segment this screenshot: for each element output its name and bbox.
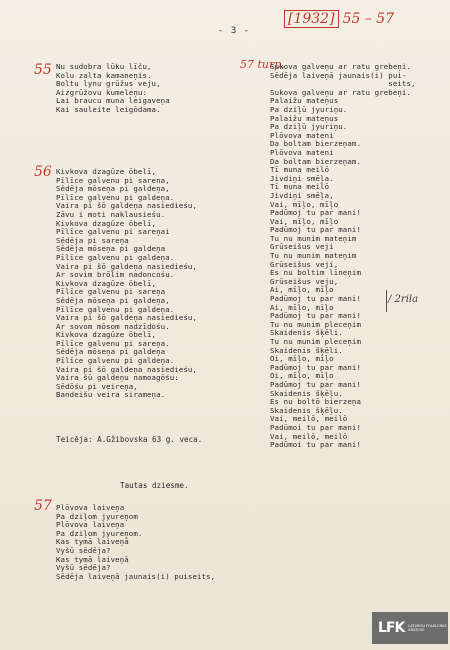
text-line: Pa dziļū jyuriņu. [270,122,348,132]
text-line: Sukova galveņu ar ratu grebeņi. [270,62,412,71]
text-line: Pīlīce galvenu pi sareņa. [56,338,170,348]
song-56-text [56,168,197,400]
text-line: Kolu zalta kamaneņis. [56,70,152,80]
text-line: Padūmoj tu par mani! [270,379,361,389]
bracket-mark [386,290,387,312]
text-line: Pa dziļom jyureņom [56,511,138,521]
text-line: Grūseišus veji [270,242,334,252]
text-line: Skaidenis šķēli. [270,328,343,338]
text-line: Vaira pi šō galdeņa nasiedieśu, [56,313,198,323]
text-line: Oi, mīļo, mīļo [270,354,334,364]
text-line: Jivdiņi smēļa, [270,190,334,200]
text-line: Skaidenis šķēļu. [270,405,343,415]
text-line: Vaira pi šō galdeņa nasiedieśu, [56,364,198,374]
text-line: Bandeišu veira sirameņa. [56,390,166,400]
song-57-right-text [270,62,419,450]
text-line: Pīlīce galvenu pi galdeņa. [56,252,175,262]
song-55-text [56,63,170,115]
text-line: Plōvova laiveņa [56,520,125,530]
text-line: Tu nu munim mateņim [270,251,357,261]
text-line: Boltu lynu grūžus veju, [56,79,161,89]
text-line: Sēdēja laiveņā jaunais(i) puiseits, [56,571,216,581]
text-line: Kivkova dzagūze ōbelī, [56,278,157,288]
text-line: Lai braucu muna leigaveņa [56,96,170,106]
text-line: Kivkova dzagūze ōbelī, [56,330,157,340]
text-line: Skaidenis šķēļu. [270,388,343,398]
margin-number-55: 55 [34,62,52,78]
song-57-left-text [56,504,215,581]
margin-number-57: 57 [34,498,52,514]
text-line: Da boltam bierzeņam. [270,156,361,166]
text-line: Palaižu mateņus [270,96,339,106]
text-line: Grūseišus veji, [270,259,339,269]
text-line: Zāvu i moti naklausieśu. [56,209,166,219]
text-line: Plōvova laiveņa [56,503,125,512]
text-line: Kas tymā laiveņā [56,537,129,547]
text-line: Kai sauleite leigōdama. [56,104,161,114]
text-line: Tī muna meilō [270,182,330,192]
text-line: Sēdēja laiveņā jaunais(i) pui- [270,70,407,80]
text-line: Padūmoi tu par mani! [270,422,361,432]
text-line: Pīlīce galvenu pi galdeņa. [56,304,175,314]
text-line: Pīlīce galvenu pi sarena, [56,175,170,185]
text-line: Plōvova mateni [270,130,334,140]
text-line: Grūseišus veju, [270,276,339,286]
text-line: Tī muna meilō [270,165,330,175]
text-line: Vai, meilō, meilō [270,414,348,424]
text-line: Padūmoj tu par mani! [270,311,361,321]
archive-year: [1932] [284,10,339,28]
text-line: Aizgrūžovu kumeleņu: [56,87,147,97]
logo-text: LATVIEŠU FOLKLORAS KRĀTUVE [408,623,447,632]
text-line: Padūmoj tu par mani! [270,362,361,372]
archive-reference [284,10,394,28]
page-number: - 3 - [218,26,251,36]
text-line: Da boltam bierzeņam. [270,139,361,149]
text-line: Padūmoj tu par mani! [270,294,361,304]
text-line: Kas tymā laiveņā [56,554,129,564]
text-line: Tu nu munim mateņim [270,233,357,243]
text-line: Pa dziļom jyureņom. [56,528,143,538]
text-line: Sēdēja mōseņa pi galdeņa, [56,184,170,194]
text-line: Pīlīce galvenu pi galdeņa. [56,356,175,366]
text-line: Sēdēja mōseņa pi galdeņa [56,244,166,254]
margin-number-56: 56 [34,164,52,180]
text-line: Ai, mīļo, mīļo [270,285,334,295]
text-line: Pa dziļū jyuriņu. [270,104,348,114]
informant-signature: Teicēja: A.Gžibovska 63 g. veca. [56,435,203,444]
text-line: Ai, mīļo, mīļo [270,302,334,312]
text-line: Palaižu mateņus [270,113,339,123]
text-line: Plōvova mateni [270,147,334,157]
text-line: Pīlīce galvenu pi sareņa [56,287,166,297]
text-line: Sēdōśu pi veireņa, [56,381,138,391]
text-line: Sēdēja pi sareņa [56,235,129,245]
text-line: Padūmoi tu par mani! [270,440,361,450]
text-line: Oi, mīļo, mīļo [270,371,334,381]
text-line: Padūmoj tu par mani! [270,225,361,235]
archive-logo [372,612,448,644]
text-line: Vaira šū galdeņu namoagōśu: [56,373,179,383]
text-line: Vyšū sēdēja? [56,563,111,573]
text-line: Vai, mīļo, mīļo [270,216,339,226]
text-line: Es nu boltim līneņim [270,268,361,278]
logo-mark: LFK [378,620,405,636]
handwritten-note: / 2rila [388,294,419,305]
text-line: Sēdēja mōseņa pi galdeņa, [56,295,170,305]
text-line: Pīlīce galvenu pi galdeņa. [56,192,175,202]
text-line: Tu nu munim pleceņim [270,337,361,346]
text-line: Ar sovim brōlim nadoncośu. [56,270,175,280]
text-line: Ar sovom mōsom nadzīdośu. [56,321,170,331]
text-line: Vai, meilō, meilō [270,431,348,441]
margin-number-57-continued: 57 turp. [240,58,285,71]
text-line: Es nu boltō bierzeņa [270,397,361,407]
text-line: Kivkova dzagūze ōbelī, [56,167,157,176]
text-line: Vaira pi šō galdeņa nasiedieśu, [56,261,198,271]
text-line: Vai, mīļo, mīļo [270,199,339,209]
text-line: Tu nu munim pleceņim [270,319,361,329]
text-line: Vaira pi šō galdeņa nasiedieśu, [56,201,198,211]
text-line: Nu sudobra lūku līču, [56,62,152,71]
section-title: Tautas dziesme. [120,481,189,490]
text-line: Vyšū sēdēja? [56,545,111,555]
text-line: Skaidenis šķēli. [270,345,343,355]
text-line: Sukova galveņu ar ratu grebeņi. [270,87,412,97]
text-line: Kivkova dzagūze ōbelī, [56,218,157,228]
text-line: Padūmoj tu par mani! [270,208,361,218]
text-line: seits, [270,79,416,89]
text-line: Sēdēja mōseņa pi galdeņa [56,347,166,357]
text-line: Jivdiņi smēļa. [270,173,334,183]
text-line: Pīlīce galvenu pi sareņai [56,227,170,237]
archive-range: 55 – 57 [342,11,395,27]
